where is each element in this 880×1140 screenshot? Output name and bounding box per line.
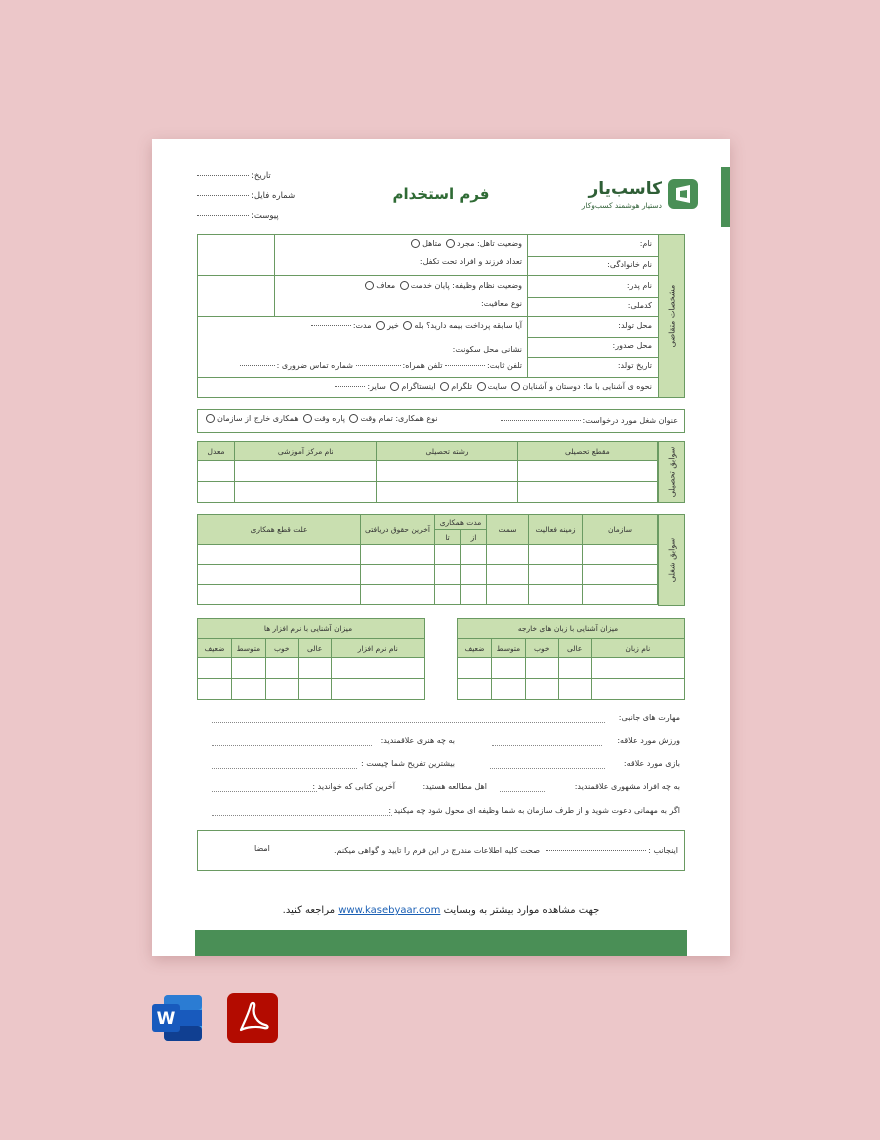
page-title: فرم استخدام (392, 185, 490, 203)
marital-group[interactable]: وضعیت تاهل: مجرد متاهل (409, 239, 522, 248)
declaration-text: صحت کلیه اطلاعات مندرج در این فرم را تایید و گواهی میکنم. (333, 846, 540, 855)
game-label: بازی مورد علاقه: (623, 759, 680, 768)
work-section-header: سوابق شغلی (658, 514, 685, 606)
telegram-radio[interactable] (440, 382, 449, 391)
name-label: نام: (639, 239, 652, 248)
file-number-field[interactable]: شماره فایل: (197, 191, 295, 201)
signature-label: امضا (254, 844, 270, 853)
job-title-field[interactable]: عنوان شغل مورد درخواست: (501, 416, 679, 425)
date-field[interactable]: تاریخ: (197, 171, 271, 181)
job-type-group[interactable]: نوع همکاری: تمام وقت پاره وقت همکاری خارج از سازمان (204, 414, 438, 423)
father-label: نام پدر: (626, 281, 652, 290)
reading-label: اهل مطالعه هستید: (422, 782, 487, 791)
site-radio[interactable] (477, 382, 486, 391)
pdf-icon[interactable] (227, 993, 278, 1043)
word-icon[interactable] (152, 993, 204, 1043)
question-label: اگر به مهمانی دعوت شوید و از طرف سازمان به شما وظیفه ای محول شود چه میکنید : (388, 806, 680, 815)
website-link[interactable]: www.kasebyaar.com (338, 905, 441, 916)
birth-place-label: محل تولد: (618, 321, 652, 330)
logo-tagline: دستیار هوشمند کسب‌وکار (581, 201, 662, 210)
birth-date-label: تاریخ تولد: (617, 361, 652, 370)
attachment-field[interactable]: پیوست: (197, 211, 279, 221)
insurance-group[interactable]: آیا سابقه پرداخت بیمه دارید؟ بله خیر مدت: (311, 321, 522, 330)
national-id-label: کدملی: (627, 301, 652, 310)
children-label: تعداد فرزند و افراد تحت تکفل: (419, 257, 522, 266)
skills-label: مهارت های جانبی: (618, 713, 680, 722)
exemption-label: نوع معافیت: (480, 299, 522, 308)
personal-section-header: مشخصات متقاضی (658, 234, 685, 398)
education-table: مقطع تحصیلی رشته تحصیلی نام مرکز آموزشی معدل (197, 441, 658, 503)
languages-table: میزان آشنایی با زبان های خارجه نام زبان عالی خوب متوسط ضعیف (457, 618, 685, 700)
insurance-no-radio[interactable] (376, 321, 385, 330)
family-label: نام خانوادگی: (607, 260, 652, 269)
instagram-radio[interactable] (390, 382, 399, 391)
referral-group[interactable]: نحوه ی آشنایی با ما: دوستان و آشنایان سایت تلگرام اینستاگرام سایر: (335, 382, 652, 391)
address-label: نشانی محل سکونت: (452, 345, 522, 354)
svg-text:W: W (156, 1009, 176, 1029)
form-page (152, 139, 730, 956)
service-done-radio[interactable] (400, 281, 409, 290)
military-group[interactable]: وضعیت نظام وظیفه: پایان خدمت معاف (363, 281, 522, 290)
friends-radio[interactable] (511, 382, 520, 391)
issue-place-label: محل صدور: (612, 341, 652, 350)
footer-bar (195, 930, 687, 956)
education-section-header: سوابق تحصیلی (658, 441, 685, 503)
website-line: جهت مشاهده موارد بیشتر به وبسایت www.kasebyaar.com مراجعه کنید. (282, 905, 600, 916)
remote-radio[interactable] (206, 414, 215, 423)
full-time-radio[interactable] (349, 414, 358, 423)
declarant-field[interactable]: اینجانب : (546, 846, 678, 855)
celebs-label: به چه افراد مشهوری علاقمندید: (574, 782, 680, 791)
art-label: به چه هنری علاقمندید: (380, 736, 455, 745)
hobby-label: بیشترین تفریح شما چیست : (361, 759, 455, 768)
exempt-radio[interactable] (365, 281, 374, 290)
logo-name: کاسب‌یار (588, 179, 662, 199)
sport-label: ورزش مورد علاقه: (617, 736, 680, 745)
work-history-table: سازمان زمینه فعالیت سمت مدت همکاری آخرین حقوق دریافتی علت قطع همکاری از تا (197, 514, 658, 605)
last-book-label: آخرین کتابی که خوانديد : (312, 782, 395, 791)
part-time-radio[interactable] (303, 414, 312, 423)
married-radio[interactable] (411, 239, 420, 248)
phones-group: تلفن ثابت: تلفن همراه: شماره تماس ضروری : (240, 361, 522, 370)
software-table: میزان آشنایی با نرم افزار ها نام نرم افزار عالی خوب متوسط ضعیف (197, 618, 425, 700)
insurance-yes-radio[interactable] (403, 321, 412, 330)
single-radio[interactable] (446, 239, 455, 248)
